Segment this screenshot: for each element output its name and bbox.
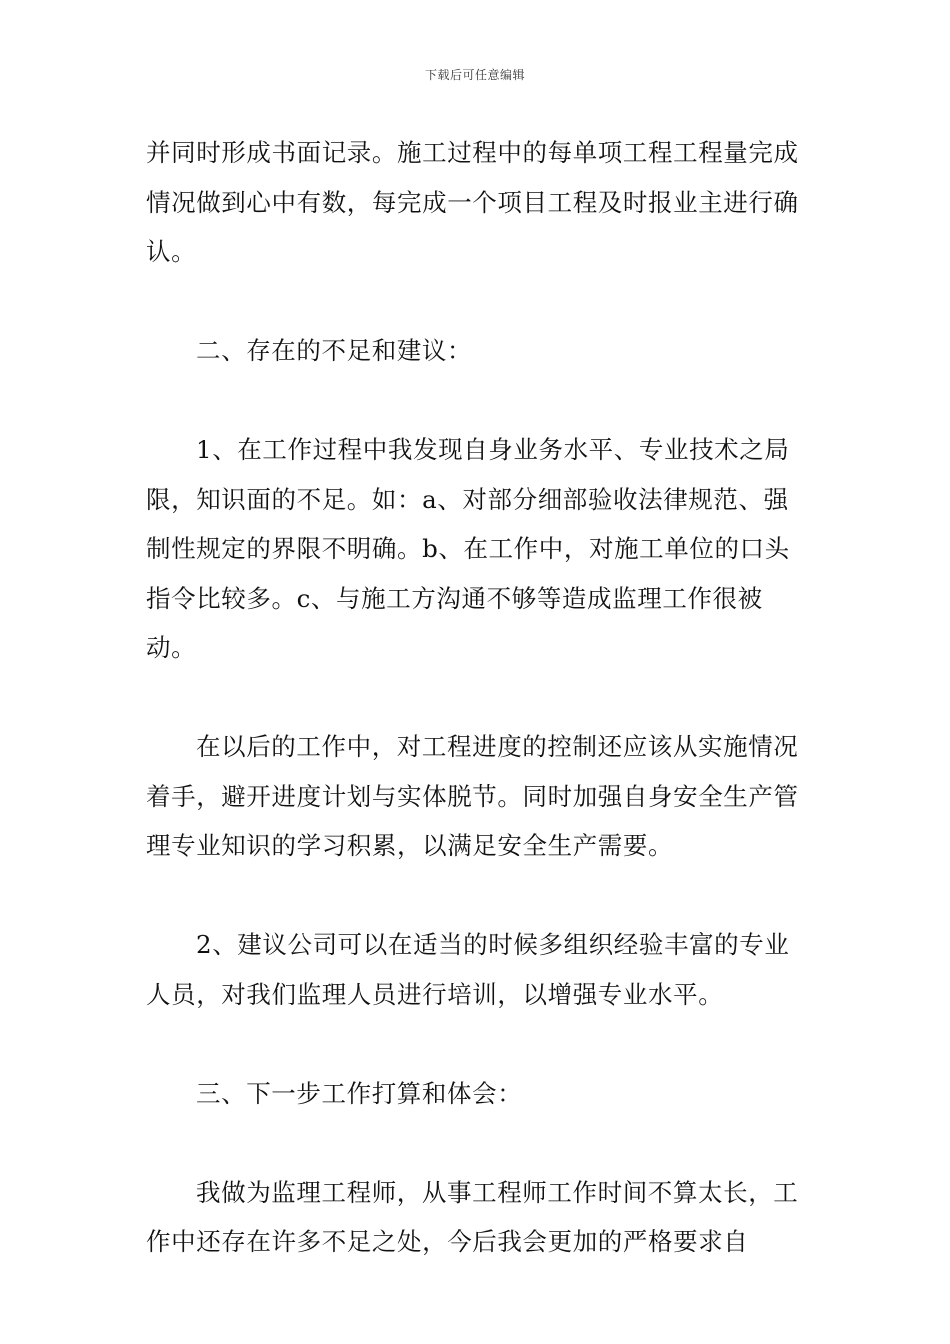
paragraph-future-work: 在以后的工作中，对工程进度的控制还应该从实施情况着手，避开进度计划与实体脱节。同时加强自身安全生产管理专业知识的学习积累，以满足安全生产需要。: [146, 732, 799, 860]
section-heading-shortcomings: 二、存在的不足和建议：: [196, 336, 473, 365]
paragraph-gap: [146, 376, 810, 426]
paragraph-gap: [146, 1019, 810, 1069]
paragraph-gap: [146, 673, 810, 723]
document-body: [146, 128, 810, 1267]
paragraph-gap: [146, 871, 810, 921]
paragraph-gap: [146, 277, 810, 327]
section-heading-next-steps: 三、下一步工作打算和体会：: [196, 1078, 523, 1108]
page-header: 下载后可任意编辑: [424, 68, 525, 82]
paragraph-reflection: 我做为监理工程师，从事工程师工作时间不算太长，工作中还存在许多不足之处，今后我会更加的严格要求自: [146, 1177, 799, 1256]
paragraph-point-1: 1、在工作过程中我发现自身业务水平、专业技术之局限，知识面的不足。如：a、对部分细部验收法律规范、强制性规定的界限不明确。b、在工作中，对施工单位的口头指令比较多。c、与施工方沟通不够等造成监理工作很被动。: [146, 435, 790, 662]
paragraph-continuation: 并同时形成书面记录。施工过程中的每单项工程工程量完成情况做到心中有数，每完成一个项目工程及时报业主进行确认。: [146, 138, 799, 266]
paragraph-gap: [146, 1118, 810, 1168]
paragraph-point-2: 2、建议公司可以在适当的时候多组织经验丰富的专业人员，对我们监理人员进行培训，以增强专业水平。: [146, 930, 790, 1009]
